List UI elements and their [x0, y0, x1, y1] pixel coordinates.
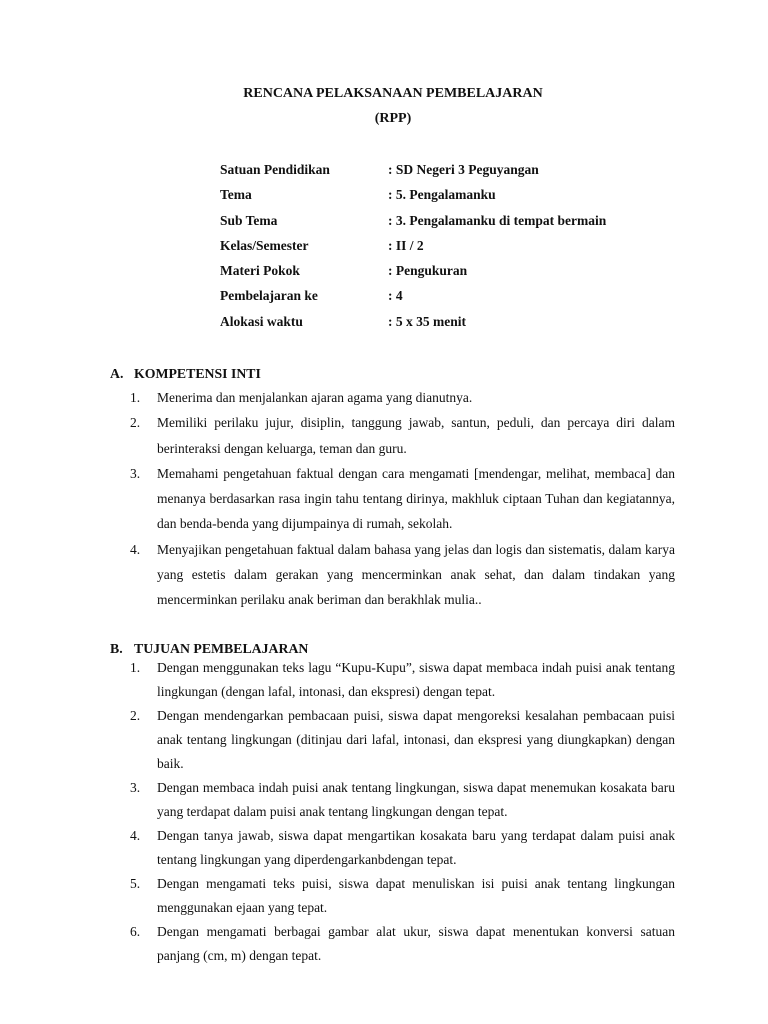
info-value: : 5. Pengalamanku: [388, 187, 496, 203]
info-row: [220, 314, 606, 339]
item-text: Dengan membaca indah puisi anak tentang lingkungan, siswa dapat menemukan kosakata baru yang terdapat dalam puisi anak tentang lingkungan dengan tepat.: [157, 780, 675, 819]
info-row: [220, 263, 606, 288]
section-title: KOMPETENSI INTI: [134, 366, 261, 381]
info-label: Satuan Pendidikan: [220, 162, 330, 177]
tujuan-list: [130, 656, 675, 968]
info-label: Sub Tema: [220, 212, 278, 228]
item-text: Dengan mendengarkan pembacaan puisi, siswa dapat mengoreksi kesalahan pembacaan puisi anak tentang lingkungan (ditinjau dari lafal, intonasi, dan ekspresi yang diungkapkan) dengan baik.: [157, 708, 675, 771]
info-value: : SD Negeri 3 Peguyangan: [388, 162, 539, 177]
info-value: : 3. Pengalamanku di tempat bermain: [388, 212, 607, 228]
item-text: Dengan menggunakan teks lagu “Kupu-Kupu”, siswa dapat membaca indah puisi anak tentang lingkungan (dengan lafal, intonasi, dan ekspresi) dengan tepat.: [157, 660, 675, 699]
item-number: 3.: [130, 465, 141, 481]
list-item: [130, 872, 675, 920]
item-number: 5.: [130, 876, 141, 891]
info-value: : 4: [388, 288, 403, 304]
item-number: 2.: [130, 415, 141, 431]
list-item: [130, 461, 675, 537]
list-item: [130, 920, 675, 968]
section-title: TUJUAN PEMBELAJARAN: [134, 641, 309, 656]
list-item: [130, 776, 675, 824]
list-item: [130, 385, 675, 410]
info-row: [220, 162, 606, 187]
item-text: Dengan mengamati berbagai gambar alat ukur, siswa dapat menentukan konversi satuan panjang (cm, m) dengan tepat.: [157, 924, 675, 963]
kompetensi-list: [130, 385, 675, 613]
info-value: : II / 2: [388, 237, 424, 253]
list-item: [130, 704, 675, 776]
section-letter: B.: [110, 641, 123, 656]
item-number: 1.: [130, 660, 141, 675]
info-value: : Pengukuran: [388, 263, 468, 279]
info-label: Materi Pokok: [220, 263, 300, 279]
section-heading-tujuan: [110, 641, 308, 657]
info-row: [220, 213, 606, 238]
item-number: 4.: [130, 828, 141, 843]
list-item: [130, 824, 675, 872]
item-text: Dengan mengamati teks puisi, siswa dapat menuliskan isi puisi anak tentang lingkungan menggunakan ejaan yang tepat.: [157, 876, 675, 915]
info-label: Pembelajaran ke: [220, 288, 318, 304]
item-text: Memiliki perilaku jujur, disiplin, tanggung jawab, santun, peduli, dan percaya diri dalam berinteraksi dengan keluarga, teman dan guru.: [157, 415, 675, 456]
info-label: Alokasi waktu: [220, 313, 303, 329]
item-text: Menerima dan menjalankan ajaran agama yang dianutnya.: [157, 390, 473, 405]
item-number: 4.: [130, 541, 141, 557]
info-label: Tema: [220, 187, 252, 203]
item-number: 2.: [130, 708, 141, 723]
item-number: 1.: [130, 390, 141, 405]
info-row: [220, 238, 606, 263]
info-row: [220, 187, 606, 212]
list-item: [130, 656, 675, 704]
section-letter: A.: [110, 366, 124, 381]
item-number: 6.: [130, 924, 141, 939]
item-text: Memahami pengetahuan faktual dengan cara mengamati [mendengar, melihat, membaca] dan menanya berdasarkan rasa ingin tahu tentang dirinya, makhluk ciptaan Tuhan dan kegiatannya, dan benda-benda yang dijumpainya di rumah, sekolah.: [157, 465, 675, 532]
list-item: [130, 537, 675, 613]
item-number: 3.: [130, 780, 141, 795]
info-row: [220, 288, 606, 313]
document-title: RENCANA PELAKSANAAN PEMBELAJARAN: [243, 86, 543, 101]
list-item: [130, 410, 675, 461]
info-value: : 5 x 35 menit: [388, 313, 466, 329]
info-label: Kelas/Semester: [220, 237, 309, 253]
info-table: [220, 162, 606, 339]
document-subtitle: (RPP): [374, 111, 412, 126]
section-heading-kompetensi: [110, 366, 261, 382]
item-text: Menyajikan pengetahuan faktual dalam bahasa yang jelas dan logis dan sistematis, dalam karya yang estetis dalam gerakan yang mencerminkan anak sehat, dan dalam tindakan yang mencerminkan perilaku anak beriman dan berakhlak mulia..: [157, 541, 675, 608]
item-text: Dengan tanya jawab, siswa dapat mengartikan kosakata baru yang terdapat dalam puisi anak tentang lingkungan yang diperdengarkanbdengan tepat.: [157, 828, 675, 867]
